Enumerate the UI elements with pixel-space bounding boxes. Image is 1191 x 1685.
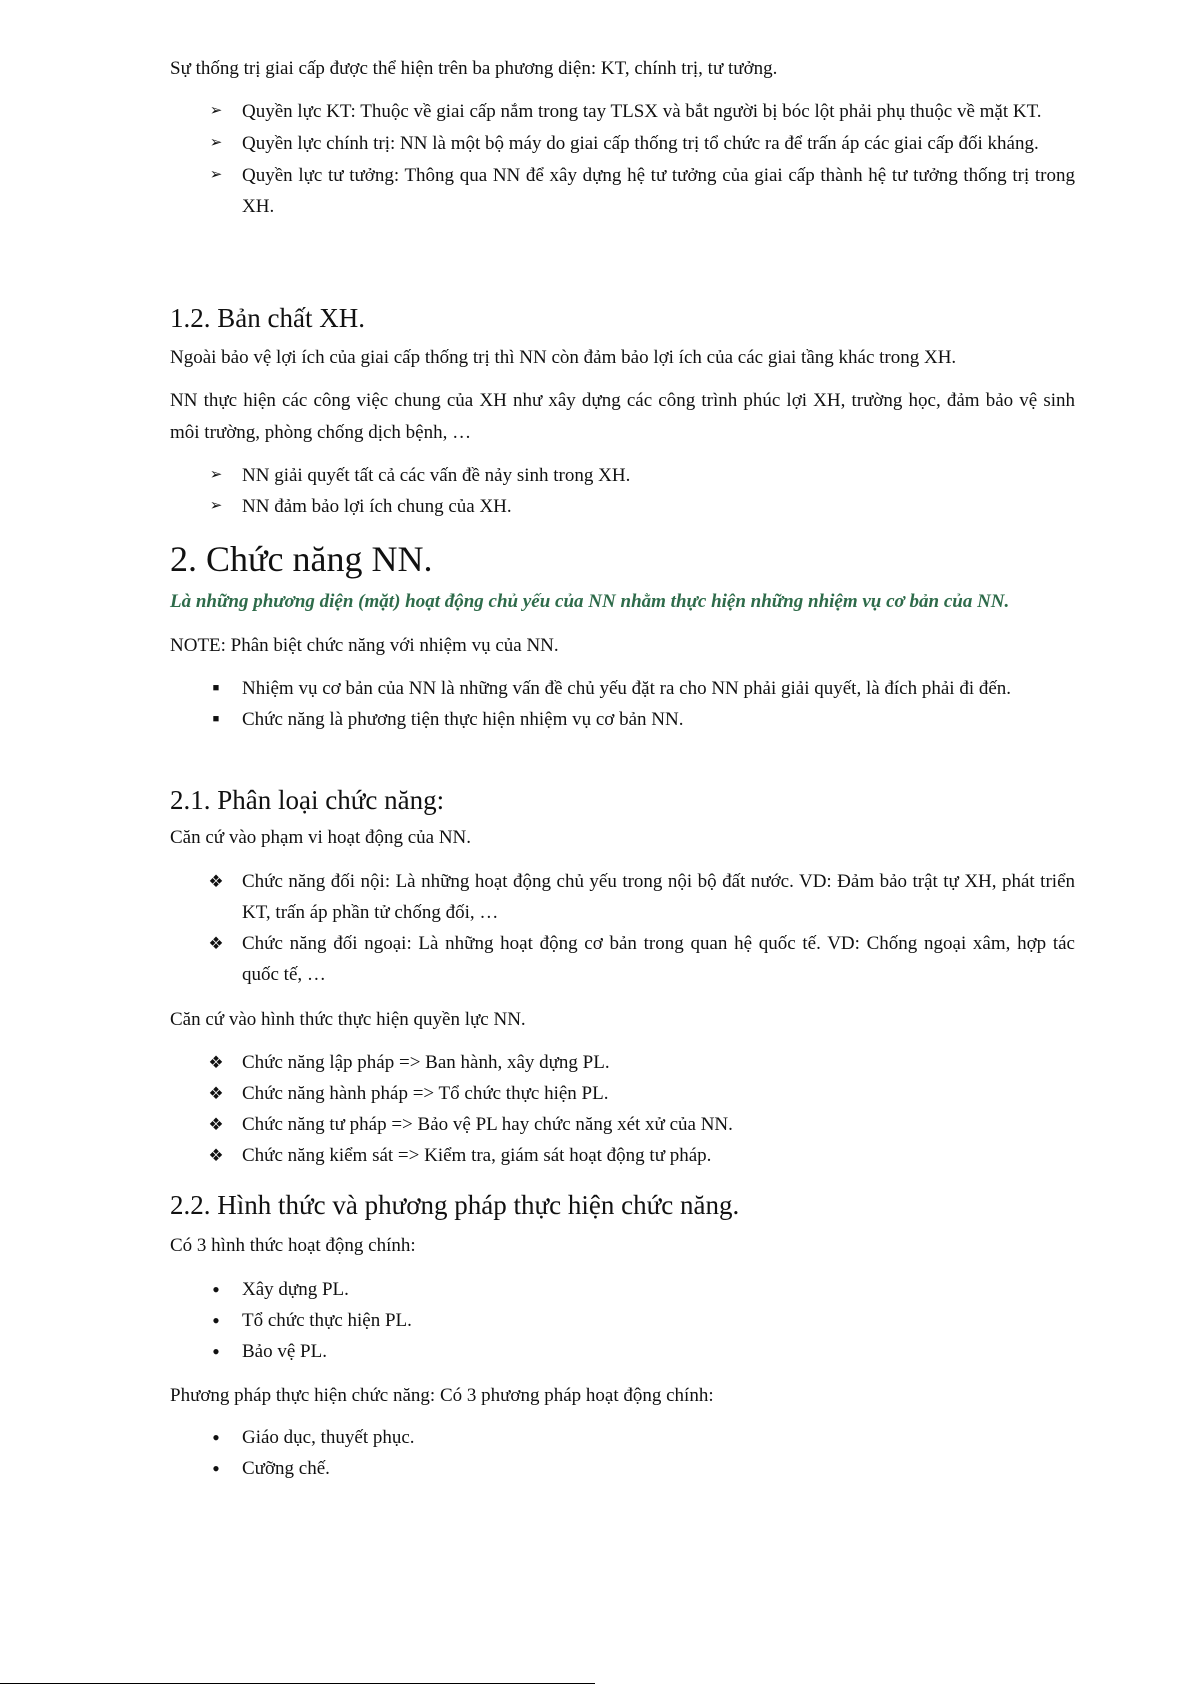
section-2-2-methods-list-block — [170, 1422, 1075, 1484]
paragraph: Phương pháp thực hiện chức năng: Có 3 phương pháp hoạt động chính: — [170, 1385, 714, 1406]
section-2-2-heading-block — [170, 1188, 1075, 1222]
list-item: ➢ Quyền lực chính trị: NN là một bộ máy do giai cấp thống trị tổ chức ra để trấn áp các giai cấp đối kháng. — [170, 128, 1075, 159]
round-bullet-icon: • — [212, 1339, 220, 1364]
four-diamond-bullet-icon: ❖ — [208, 1053, 224, 1072]
paragraph: Ngoài bảo vệ lợi ích của giai cấp thống trị thì NN còn đảm bảo lợi ích của các giai tầng khác trong XH. — [170, 347, 957, 368]
section-heading: 2.2. Hình thức và phương pháp thực hiện chức năng. — [170, 1190, 740, 1220]
section-1-2-para2-block — [170, 385, 1075, 449]
arrowhead-bullet-icon: ➢ — [209, 135, 223, 151]
list-item: ■ Nhiệm vụ cơ bản của NN là những vấn đề chủ yếu đặt ra cho NN phải giải quyết, là đích phải đi đến. — [170, 673, 1075, 704]
section-2-bullets-block — [170, 673, 1075, 735]
list-item: ■ Chức năng là phương tiện thực hiện nhiệm vụ cơ bản NN. — [170, 704, 1075, 735]
list-item: ➢ NN giải quyết tất cả các vấn đề nảy sinh trong XH. — [170, 460, 1075, 491]
section-heading: 2.1. Phân loại chức năng: — [170, 785, 445, 815]
bullet-list — [170, 1047, 1075, 1171]
section-2-2-methods-intro-block — [170, 1380, 1075, 1412]
four-diamond-bullet-icon: ❖ — [208, 934, 224, 953]
arrowhead-bullet-icon: ➢ — [209, 167, 223, 183]
four-diamond-bullet-icon: ❖ — [208, 1084, 224, 1103]
square-bullet-icon: ■ — [212, 682, 220, 694]
footer-divider — [0, 1683, 595, 1684]
intro-paragraph: Sự thống trị giai cấp được thể hiện trên ba phương diện: KT, chính trị, tư tưởng. — [170, 58, 778, 79]
arrowhead-bullet-icon: ➢ — [209, 103, 223, 119]
section-2-2-forms-list-block — [170, 1274, 1075, 1367]
list-item: ❖ Chức năng kiểm sát => Kiểm tra, giám sát hoạt động tư pháp. — [170, 1140, 1075, 1171]
section-2-1-basis1-block — [170, 822, 1075, 854]
powers-list-block — [170, 96, 1075, 222]
section-2-1-basis2-block — [170, 1004, 1075, 1036]
bullet-list — [170, 1274, 1075, 1367]
chapter-heading: 2. Chức năng NN. — [170, 539, 433, 579]
list-item: • Bảo vệ PL. — [170, 1336, 1075, 1367]
section-2-1-form-list-block — [170, 1047, 1075, 1171]
list-item: ➢ Quyền lực tư tưởng: Thông qua NN để xây dựng hệ tư tưởng của giai cấp thành hệ tư tưởng thống trị trong XH. — [170, 160, 1075, 222]
section-heading: 1.2. Bản chất XH. — [170, 303, 365, 333]
section-1-2-bullets-block — [170, 460, 1075, 522]
bullet-list — [170, 1422, 1075, 1484]
note-paragraph: NOTE: Phân biệt chức năng với nhiệm vụ của NN. — [170, 635, 559, 656]
list-item: ➢ NN đảm bảo lợi ích chung của XH. — [170, 491, 1075, 522]
section-2-1-scope-list-block — [170, 866, 1075, 990]
section-2-note-block — [170, 630, 1075, 662]
bullet-list — [170, 866, 1075, 990]
list-item: • Tổ chức thực hiện PL. — [170, 1305, 1075, 1336]
bullet-list — [170, 460, 1075, 522]
arrowhead-bullet-icon: ➢ — [209, 467, 223, 483]
section-2-heading-block — [170, 537, 1075, 581]
list-item: ❖ Chức năng đối nội: Là những hoạt động chủ yếu trong nội bộ đất nước. VD: Đảm bảo trật tự XH, phát triển KT, trấn áp phần tử chống đối, … — [170, 866, 1075, 928]
section-2-2-forms-intro-block — [170, 1230, 1075, 1262]
list-item: ❖ Chức năng đối ngoại: Là những hoạt động cơ bản trong quan hệ quốc tế. VD: Chống ngoại xâm, hợp tác quốc tế, … — [170, 928, 1075, 990]
four-diamond-bullet-icon: ❖ — [208, 1115, 224, 1134]
paragraph: Căn cứ vào hình thức thực hiện quyền lực NN. — [170, 1009, 526, 1030]
four-diamond-bullet-icon: ❖ — [208, 1146, 224, 1165]
list-item: ❖ Chức năng tư pháp => Bảo vệ PL hay chức năng xét xử của NN. — [170, 1109, 1075, 1140]
four-diamond-bullet-icon: ❖ — [208, 872, 224, 891]
section-2-definition-block — [170, 587, 1075, 617]
powers-list — [170, 96, 1075, 222]
list-item: ➢ Quyền lực KT: Thuộc về giai cấp nắm trong tay TLSX và bắt người bị bóc lột phải phụ thuộc về mặt KT. — [170, 96, 1075, 127]
round-bullet-icon: • — [212, 1308, 220, 1333]
list-item: • Cưỡng chế. — [170, 1453, 1075, 1484]
list-item: • Xây dựng PL. — [170, 1274, 1075, 1305]
section-1-2-heading-block — [170, 301, 1075, 335]
round-bullet-icon: • — [212, 1425, 220, 1450]
section-2-1-heading-block — [170, 783, 1075, 817]
paragraph: Căn cứ vào phạm vi hoạt động của NN. — [170, 827, 472, 848]
square-bullet-icon: ■ — [212, 713, 220, 725]
round-bullet-icon: • — [212, 1277, 220, 1302]
intro-block — [170, 53, 1075, 85]
definition-text: Là những phương diện (mặt) hoạt động chủ yếu của NN nhằm thực hiện những nhiệm vụ cơ bản của NN. — [170, 591, 1010, 612]
round-bullet-icon: • — [212, 1456, 220, 1481]
list-item: • Giáo dục, thuyết phục. — [170, 1422, 1075, 1453]
paragraph: NN thực hiện các công việc chung của XH như xây dựng các công trình phúc lợi XH, trường học, đảm bảo vệ sinh môi trường, phòng chống dịch bệnh, … — [170, 390, 1075, 443]
paragraph: Có 3 hình thức hoạt động chính: — [170, 1235, 416, 1256]
arrowhead-bullet-icon: ➢ — [209, 498, 223, 514]
bullet-list — [170, 673, 1075, 735]
list-item: ❖ Chức năng lập pháp => Ban hành, xây dựng PL. — [170, 1047, 1075, 1078]
section-1-2-para1-block — [170, 342, 1075, 374]
list-item: ❖ Chức năng hành pháp => Tổ chức thực hiện PL. — [170, 1078, 1075, 1109]
